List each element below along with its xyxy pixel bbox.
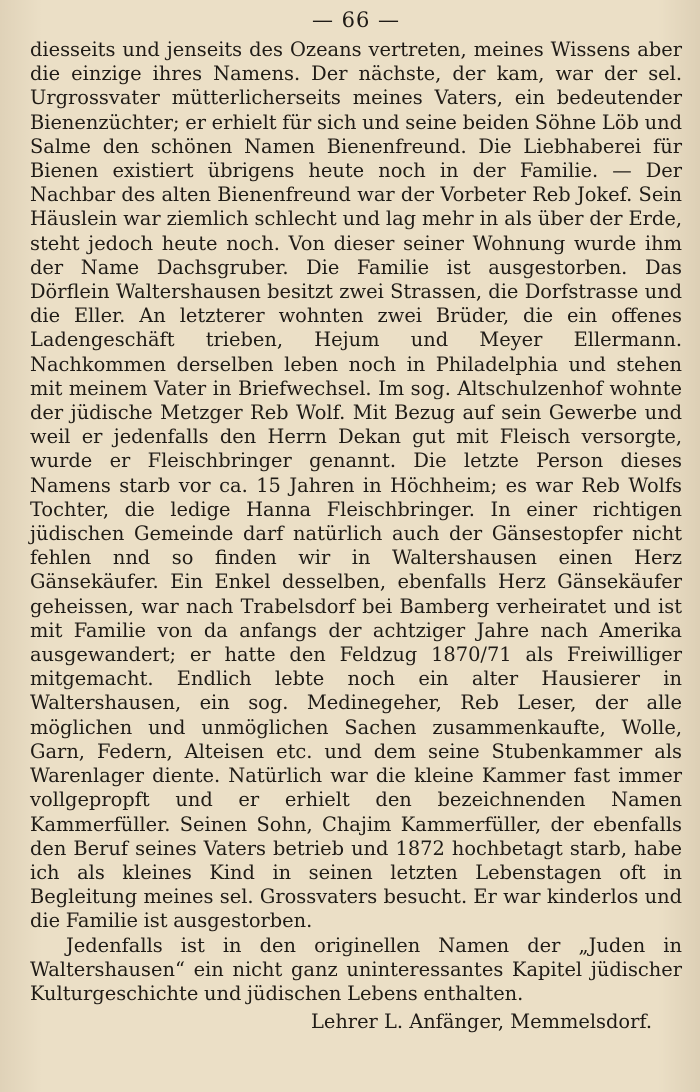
page-number: — 66 — (311, 8, 401, 32)
paragraph-conclusion: Jedenfalls ist in den originellen Namen der „Juden in Waltershausen“ ein nicht ganz uninteressantes Kapitel jüdischer Kulturgeschichte und jüdischen Lebens enthalten. (30, 933, 682, 1005)
page-body (30, 38, 682, 1006)
paragraph-names-of-families: diesseits und jenseits des Ozeans vertreten, meines Wissens aber die einzige ihres Namens. Der nächste, der kam, war der sel. Urgrossvater mütterlicherseits meines Vaters, ein bedeutender Bienenzüchter; er erhielt für sich und seine beiden Söhne Löb und Salme den schönen Namen Bienenfreund. Die Liebhaberei für Bienen existiert übrigens heute noch in der Familie. — Der Nachbar des alten Bienenfreund war der Vorbeter Reb Jokef. Sein Häuslein war ziemlich schlecht und lag mehr in als über der Erde, steht jedoch heute noch. Von dieser seiner Wohnung wurde ihm der Name Dachsgruber. Die Familie ist ausgestorben. Das Dörflein Waltershausen besitzt zwei Strassen, die Dorfstrasse und die Eller. An letzterer wohnten zwei Brüder, die ein offenes Ladengeschäft trieben, Hejum und Meyer Ellermann. Nachkommen derselben leben noch in Philadelphia und stehen mit meinem Vater in Briefwechsel. Im sog. Altschulzenhof wohnte der jüdische Metzger Reb Wolf. Mit Bezug auf sein Gewerbe und weil er jedenfalls den Herrn Dekan gut mit Fleisch versorgte, wurde er Fleischbringer genannt. Die letzte Person dieses Namens starb vor ca. 15 Jahren in Höchheim; es war Reb Wolfs Tochter, die ledige Hanna Fleischbringer. In einer richtigen jüdischen Gemeinde darf natürlich auch der Gänsestopfer nicht fehlen nnd so finden wir in Waltershausen einen Herz Gänsekäufer. Ein Enkel desselben, ebenfalls Herz Gänsekäufer geheissen, war nach Trabelsdorf bei Bamberg verheiratet und ist mit Familie von da anfangs der achtziger Jahre nach Amerika ausgewandert; er hatte den Feldzug 1870/71 als Freiwilliger mitgemacht. Endlich lebte noch ein alter Hausierer in Waltershausen, ein sog. Medinegeher, Reb Leser, der alle möglichen und unmöglichen Sachen zusammenkaufte, Wolle, Garn, Federn, Alteisen etc. und dem seine Stubenkammer als Warenlager diente. Natürlich war die kleine Kammer fast immer vollgepropft und er erhielt den bezeichnenden Namen Kammerfüller. Seinen Sohn, Chajim Kammerfüller, der ebenfalls den Beruf seines Vaters betrieb und 1872 hochbetagt starb, habe ich als kleines Kind in seinen letzten Lebenstagen oft in Begleitung meines sel. Grossvaters besucht. Er war kinderlos und die Familie ist ausgestorben. (30, 38, 682, 933)
author-signature: Lehrer L. Anfänger, Memmelsdorf. (310, 1010, 652, 1034)
